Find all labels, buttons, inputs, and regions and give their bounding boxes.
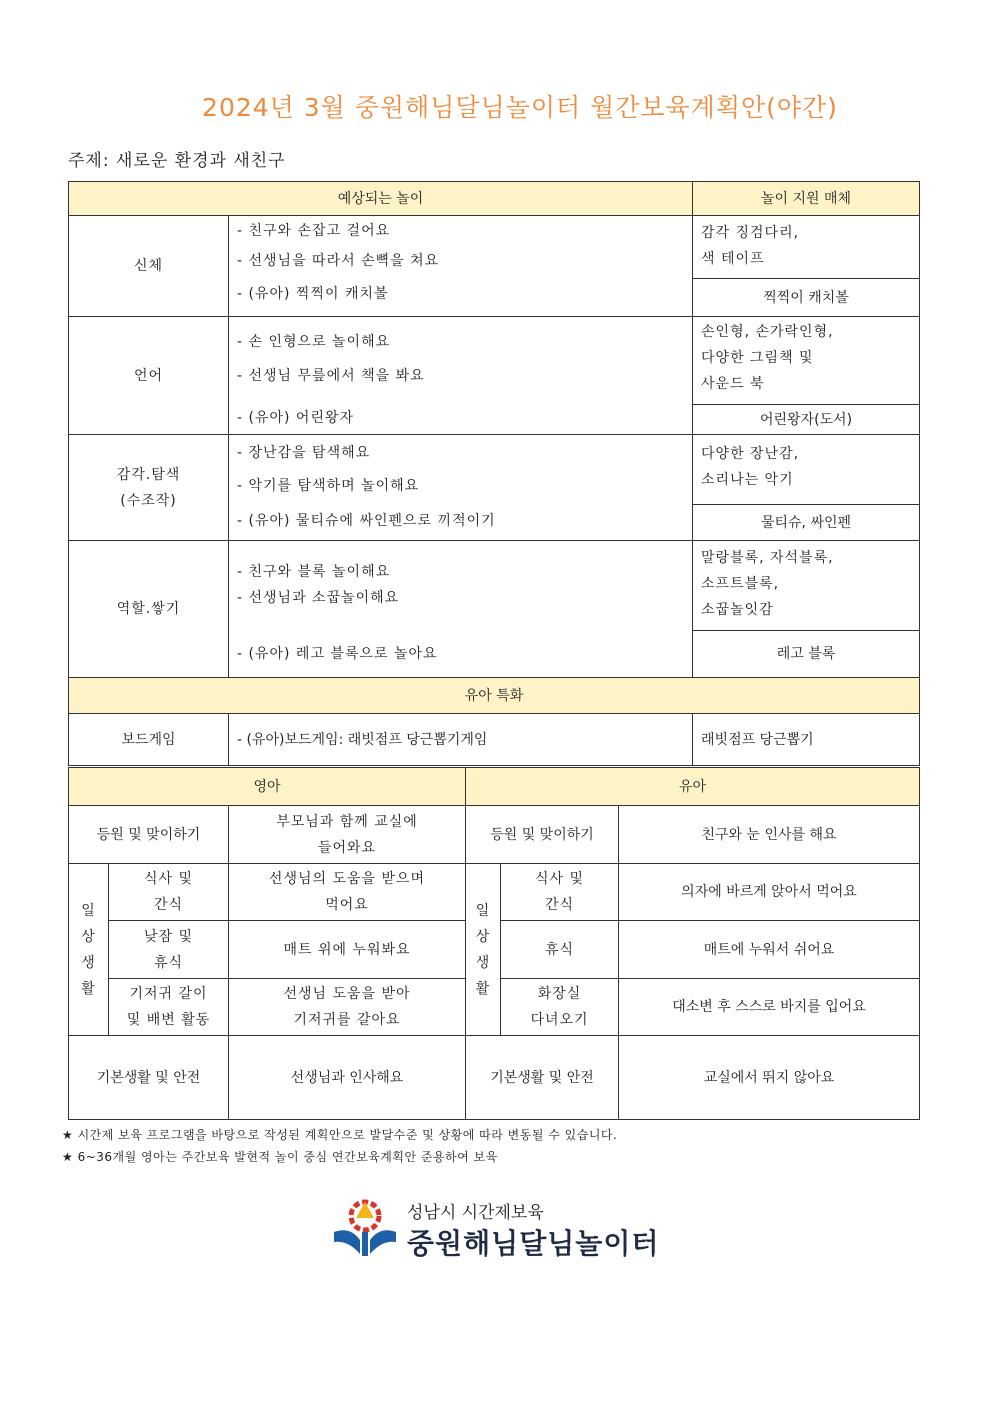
board-game-label: 보드게임 — [69, 714, 229, 766]
area-toddler-media: 레고 블록 — [693, 631, 920, 678]
subject-line: 주제: 새로운 환경과 새친구 — [68, 151, 286, 171]
toddler-row-label: 화장실 다녀오기 — [501, 979, 619, 1036]
area-play: - 친구와 블록 놀이해요 - 선생님과 소꿉놀이해요 - (유아) 레고 블록으로 놀아요 — [229, 541, 693, 678]
logo-title: 중원해님달님놀이터 — [407, 1227, 660, 1260]
toddler-row-label: 식사 및 간식 — [501, 864, 619, 921]
toddler-row-text: 매트에 누워서 쉬어요 — [619, 921, 920, 979]
play-plan-table — [68, 181, 920, 766]
area-name: 언어 — [69, 317, 229, 435]
page-title: 2024년 3월 중원해님달님놀이터 월간보육계획안(야간) — [202, 93, 838, 122]
toddler-row-text: 대소변 후 스스로 바지를 입어요 — [619, 979, 920, 1036]
infant-row-text: 선생님의 도움을 받으며 먹어요 — [229, 864, 466, 921]
infant-safety: 선생님과 인사해요 — [229, 1036, 466, 1120]
infant-arrival: 부모님과 함께 교실에 들어와요 — [229, 806, 466, 864]
toddler-arrival-label: 등원 및 맞이하기 — [466, 806, 619, 864]
toddler-safety: 교실에서 뛰지 않아요 — [619, 1036, 920, 1120]
area-media: 감각 징검다리, 색 테이프 — [693, 216, 920, 279]
footnote: ★ 6~36개월 영아는 주간보육 발현적 놀이 중심 연간보육계획안 준용하여 보육 — [62, 1150, 498, 1164]
seongnam-emblem-icon — [330, 1196, 400, 1260]
infant-row-label: 기저귀 갈이 및 배변 활동 — [109, 979, 229, 1036]
infant-arrival-label: 등원 및 맞이하기 — [69, 806, 229, 864]
area-toddler-media: 물티슈, 싸인펜 — [693, 505, 920, 541]
area-toddler-media: 어린왕자(도서) — [693, 405, 920, 435]
area-media: 다양한 장난감, 소리나는 악기 — [693, 435, 920, 505]
toddler-row-label: 휴식 — [501, 921, 619, 979]
area-name: 역할.쌓기 — [69, 541, 229, 678]
infant-daily-life-label: 일 상 생 활 — [69, 864, 109, 1036]
toddler-row-text: 의자에 바르게 앉아서 먹어요 — [619, 864, 920, 921]
area-media: 말랑블록, 자석블록, 소프트블록, 소꿉놀잇감 — [693, 541, 920, 631]
infant-row-text: 매트 위에 누워봐요 — [229, 921, 466, 979]
area-toddler-media: 찍찍이 캐치볼 — [693, 279, 920, 317]
area-name: 감각.탐색 (수조작) — [69, 435, 229, 541]
toddler-daily-life-label: 일 상 생 활 — [466, 864, 501, 1036]
area-play: - 손 인형으로 놀이해요 - 선생님 무릎에서 책을 봐요 - (유아) 어린왕자 — [229, 317, 693, 435]
board-game-play: - (유아)보드게임: 래빗점프 당근뽑기게임 — [229, 714, 693, 766]
footnote: ★ 시간제 보육 프로그램을 바탕으로 작성된 계획안으로 발달수준 및 상황에 따라 변동될 수 있습니다. — [62, 1128, 618, 1142]
special-header: 유아 특화 — [69, 678, 920, 714]
infant-safety-label: 기본생활 및 안전 — [69, 1036, 229, 1120]
toddler-safety-label: 기본생활 및 안전 — [466, 1036, 619, 1120]
board-game-media: 래빗점프 당근뽑기 — [693, 714, 920, 766]
toddler-header: 유아 — [466, 768, 920, 806]
daily-life-table — [68, 767, 920, 1120]
toddler-arrival: 친구와 눈 인사를 해요 — [619, 806, 920, 864]
area-name: 신체 — [69, 216, 229, 317]
header-support-media: 놀이 지원 매체 — [693, 182, 920, 216]
infant-header: 영아 — [69, 768, 466, 806]
logo-subtitle: 성남시 시간제보육 — [407, 1203, 544, 1223]
infant-row-label: 식사 및 간식 — [109, 864, 229, 921]
header-expected-play: 예상되는 놀이 — [69, 182, 693, 216]
infant-row-text: 선생님 도움을 받아 기저귀를 갈아요 — [229, 979, 466, 1036]
area-media: 손인형, 손가락인형, 다양한 그림책 및 사운드 북 — [693, 317, 920, 405]
area-play: - 친구와 손잡고 걸어요 - 선생님을 따라서 손뼉을 쳐요 - (유아) 찍찍이 캐치볼 — [229, 216, 693, 317]
footnotes — [62, 1124, 617, 1168]
area-play: - 장난감을 탐색해요 - 악기를 탐색하며 놀이해요 - (유아) 물티슈에 싸인펜으로 끼적이기 — [229, 435, 693, 541]
infant-row-label: 낮잠 및 휴식 — [109, 921, 229, 979]
